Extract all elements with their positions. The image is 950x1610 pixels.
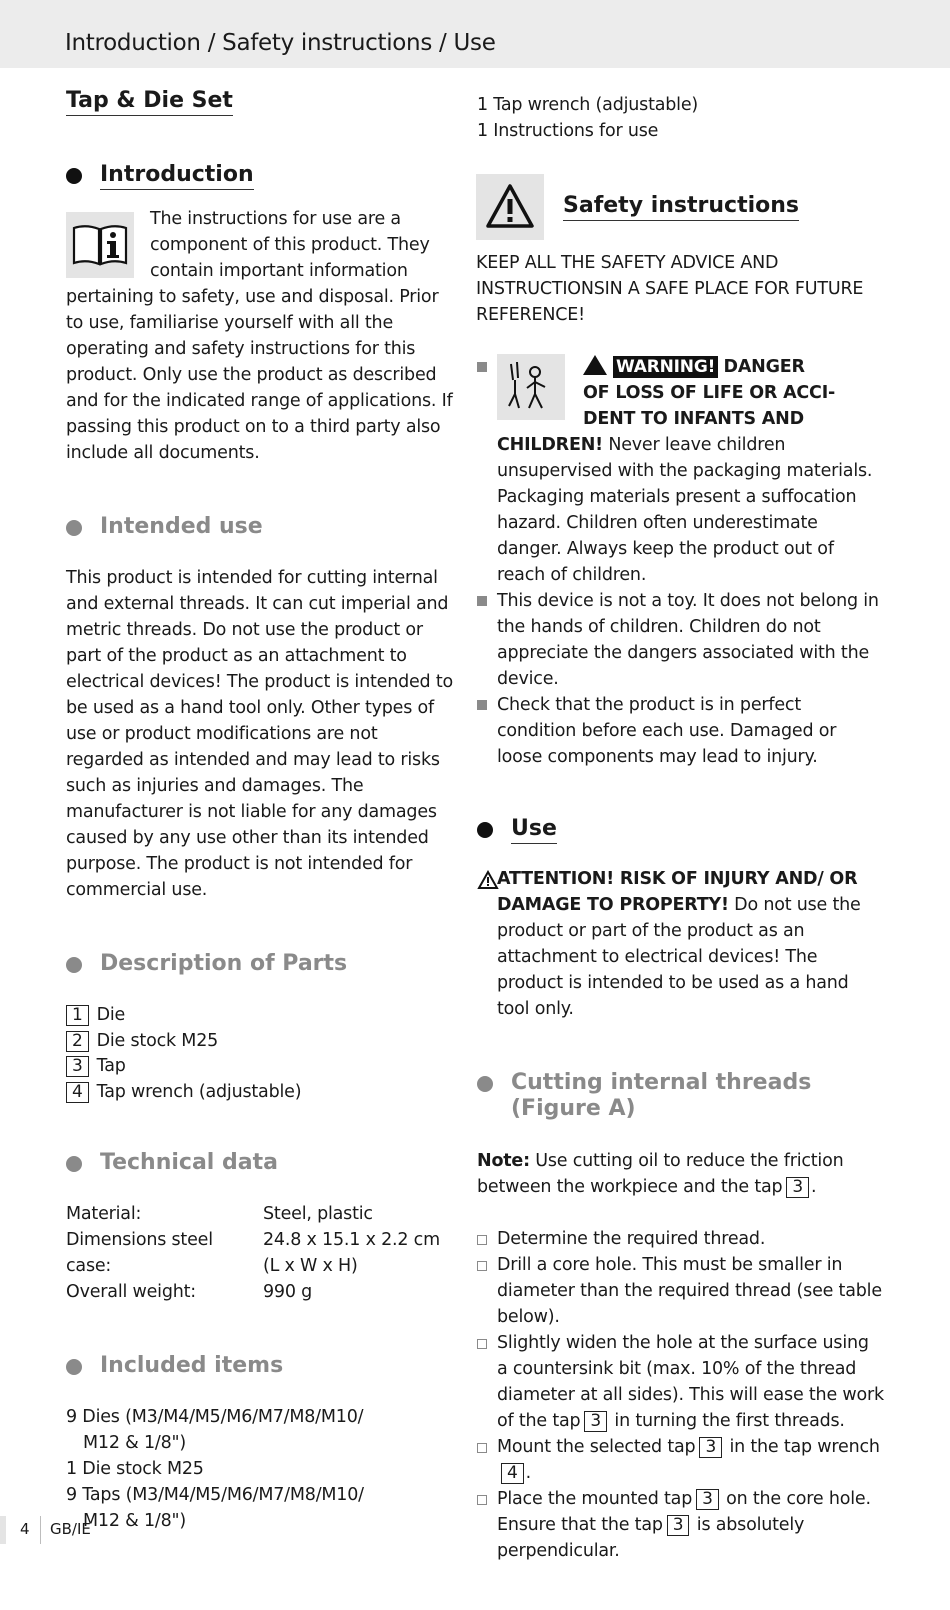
technical-value-line: 24.8 x 15.1 x 2.2 cm: [263, 1230, 440, 1250]
introduction-title: Introduction: [100, 162, 254, 190]
checkbox-bullet-icon: [477, 1495, 487, 1505]
cutting-step: [489, 1226, 884, 1252]
parts-title: Description of Parts: [100, 951, 348, 976]
bullet-icon: [66, 957, 82, 973]
technical-heading: [66, 1150, 456, 1177]
footer-band: [0, 1516, 6, 1544]
footer-divider: [40, 1516, 41, 1544]
bullet-icon: [477, 1076, 493, 1092]
cutting-note: Note: Use cutting oil to reduce the friction between the workpiece and the tap 3 .: [477, 1151, 844, 1197]
safety-heading: [476, 174, 884, 240]
intended-use-heading: [66, 514, 456, 541]
part-label: Tap wrench (adjustable): [96, 1081, 302, 1102]
bullet-icon: [66, 1156, 82, 1172]
part-number: 2: [66, 1031, 89, 1052]
parts-heading: [66, 951, 456, 978]
cutting-title: [511, 1070, 811, 1124]
part-ref: 4: [501, 1463, 524, 1484]
cutting-title-line: (Figure A): [511, 1096, 636, 1121]
checkbox-bullet-icon: [477, 1443, 487, 1453]
part-label: Die: [96, 1005, 126, 1025]
safety-keep-text: KEEP ALL THE SAFETY ADVICE AND INSTRUCTIONSIN A SAFE PLACE FOR FUTURE REFERENCE!: [476, 253, 864, 325]
checkbox-bullet-icon: [477, 1261, 487, 1271]
technical-value-line: (L x W x H): [263, 1256, 358, 1276]
warning-head: OF LOSS OF LIFE OR ACCI-: [583, 383, 836, 403]
part-label: Tap: [96, 1056, 126, 1076]
cutting-steps: [489, 1226, 884, 1564]
safety-item-text: Check that the product is in perfect condition before each use. Damaged or loose components may lead to injury.: [497, 695, 837, 767]
cutting-step: [489, 1252, 884, 1330]
warning-head: CHILDREN!: [497, 435, 603, 455]
left-column: [66, 88, 456, 1534]
part-ref: 3: [584, 1411, 607, 1432]
introduction-body: [66, 206, 456, 466]
use-heading: [477, 816, 884, 844]
intended-use-text: This product is intended for cutting internal and external threads. It can cut imperial and metric threads. Do not use the product or part of the product as an attachment to electrical devices! The product is intended to be used as a hand tool only. Other types of use or product modifications are not regarded as intended and may lead to risks such as injuries and damages. The manufacturer is not liable for any damages caused by any use other than its intended purpose. The product is not intended for commercial use.: [66, 568, 453, 900]
attention-triangle-icon: [477, 870, 499, 898]
technical-value: Steel, plastic: [263, 1204, 373, 1224]
bullet-icon: [66, 1359, 82, 1375]
technical-label: Material:: [66, 1204, 142, 1224]
attention-bold: ATTENTION! RISK OF INJURY AND/ OR DAMAGE TO PROPERTY!: [497, 869, 858, 915]
step-text: in turning the first threads.: [614, 1411, 845, 1431]
warning-badge-icon: [583, 355, 607, 375]
part-item: [66, 1028, 456, 1054]
introduction-heading: [66, 162, 456, 190]
step-text: in the tap wrench: [729, 1437, 880, 1457]
part-ref: 3: [696, 1489, 719, 1510]
header-title: Introduction / Safety instructions / Use: [65, 30, 496, 56]
included-item: 9 Dies (M3/M4/M5/M6/M7/M8/M10/: [66, 1407, 364, 1427]
warning-head: DENT TO INFANTS AND: [583, 409, 804, 429]
step-text: Place the mounted tap: [497, 1489, 693, 1509]
step-text: is absolutely perpendicular.: [497, 1515, 805, 1561]
part-ref: 3: [786, 1177, 809, 1198]
part-item: [66, 1002, 456, 1028]
intended-use-title: Intended use: [100, 514, 263, 539]
technical-title: Technical data: [100, 1150, 278, 1175]
checkbox-bullet-icon: [477, 1235, 487, 1245]
cutting-title-line: Cutting internal threads: [511, 1070, 812, 1095]
included-heading: [66, 1353, 456, 1380]
technical-table: [66, 1201, 456, 1305]
bullet-icon: [477, 822, 493, 838]
included-item-cont: M12 & 1/8"): [83, 1511, 186, 1531]
cutting-step: [489, 1486, 884, 1564]
child-hazard-icon: [497, 354, 565, 420]
step-text: Determine the required thread.: [497, 1229, 766, 1249]
part-ref: 3: [699, 1437, 722, 1458]
part-item: [66, 1053, 456, 1079]
part-ref: 3: [667, 1515, 690, 1536]
cutting-step: [489, 1330, 884, 1434]
part-number: 3: [66, 1056, 89, 1077]
warning-body: [489, 432, 884, 588]
safety-title: Safety instructions: [563, 193, 799, 221]
included-item: 1 Instructions for use: [477, 121, 659, 141]
safety-item-text: This device is not a toy. It does not belong in the hands of children. Children do not appreciate the dangers associated with the device.: [497, 591, 879, 689]
square-bullet-icon: [477, 700, 487, 710]
warning-triangle-icon: [476, 174, 544, 240]
checkbox-bullet-icon: [477, 1339, 487, 1349]
right-column: [476, 92, 884, 1564]
square-bullet-icon: [477, 362, 487, 372]
part-label: Die stock M25: [96, 1030, 219, 1051]
square-bullet-icon: [477, 596, 487, 606]
technical-row: [66, 1201, 456, 1227]
safety-item-warning: [489, 354, 884, 588]
attention-block: [489, 866, 884, 1022]
included-item: 1 Tap wrench (adjustable): [477, 95, 699, 115]
bullet-icon: [66, 520, 82, 536]
technical-value: [263, 1227, 456, 1279]
step-text: Drill a core hole. This must be smaller in diameter than the required thread (see table below).: [497, 1255, 882, 1327]
warning-text: Never leave children unsupervised with the packaging materials. Packaging materials present a suffocation hazard. Children often underestimate danger. Always keep the product out of reach of children.: [497, 435, 873, 585]
safety-item: [489, 692, 884, 770]
included-list-cont: [477, 92, 884, 144]
page-title: Tap & Die Set: [66, 88, 233, 116]
included-title: Included items: [100, 1353, 284, 1378]
included-item-cont: M12 & 1/8"): [83, 1433, 186, 1453]
part-number: 1: [66, 1005, 89, 1026]
included-list: [66, 1404, 456, 1534]
step-text: on the core hole. Ensure that the tap: [497, 1489, 871, 1535]
attention-text: Do not use the product or part of the product as an attachment to electrical devices! The product is intended to be used as a hand tool only.: [497, 895, 861, 1019]
safety-item: [489, 588, 884, 692]
warning-head: DANGER: [723, 357, 805, 377]
safety-list: [489, 354, 884, 770]
cutting-step: Mount the selected tap 3 in the tap wrench4 .: [489, 1434, 884, 1486]
included-item: 9 Taps (M3/M4/M5/M6/M7/M8/M10/: [66, 1485, 364, 1505]
warning-badge: WARNING!: [613, 356, 718, 378]
parts-list: [66, 1002, 456, 1104]
technical-label: Dimensions steel case:: [66, 1230, 213, 1276]
info-book-icon: [66, 212, 134, 278]
page-number: 4: [20, 1520, 30, 1538]
introduction-text: The instructions for use are a component of this product. They contain important information pertaining to safety, use and disposal. Prior to use, familiarise yourself with all the operating and safety instructions for this product. Only use the product as described and for the indicated range of applications. If passing this product on to a third party also include all documents.: [66, 209, 453, 463]
technical-row: [66, 1279, 456, 1305]
note-label: Note:: [477, 1151, 530, 1171]
technical-row: [66, 1227, 456, 1279]
part-item: [66, 1079, 456, 1105]
technical-value: 990 g: [263, 1282, 313, 1302]
part-number: 4: [66, 1082, 89, 1103]
step-text: Slightly widen the hole at the surface using a countersink bit (max. 10% of the thread diameter at all sides). This will ease the work of the tap: [497, 1333, 884, 1431]
language-code: GB/IE: [50, 1520, 91, 1538]
step-text: Mount the selected tap: [497, 1437, 696, 1457]
bullet-icon: [66, 168, 82, 184]
cutting-heading: [477, 1070, 884, 1124]
technical-label: Overall weight:: [66, 1282, 197, 1302]
included-item: 1 Die stock M25: [66, 1459, 204, 1479]
note-text: Use cutting oil to reduce the friction between the workpiece and the tap: [477, 1151, 844, 1197]
use-title: Use: [511, 816, 557, 844]
